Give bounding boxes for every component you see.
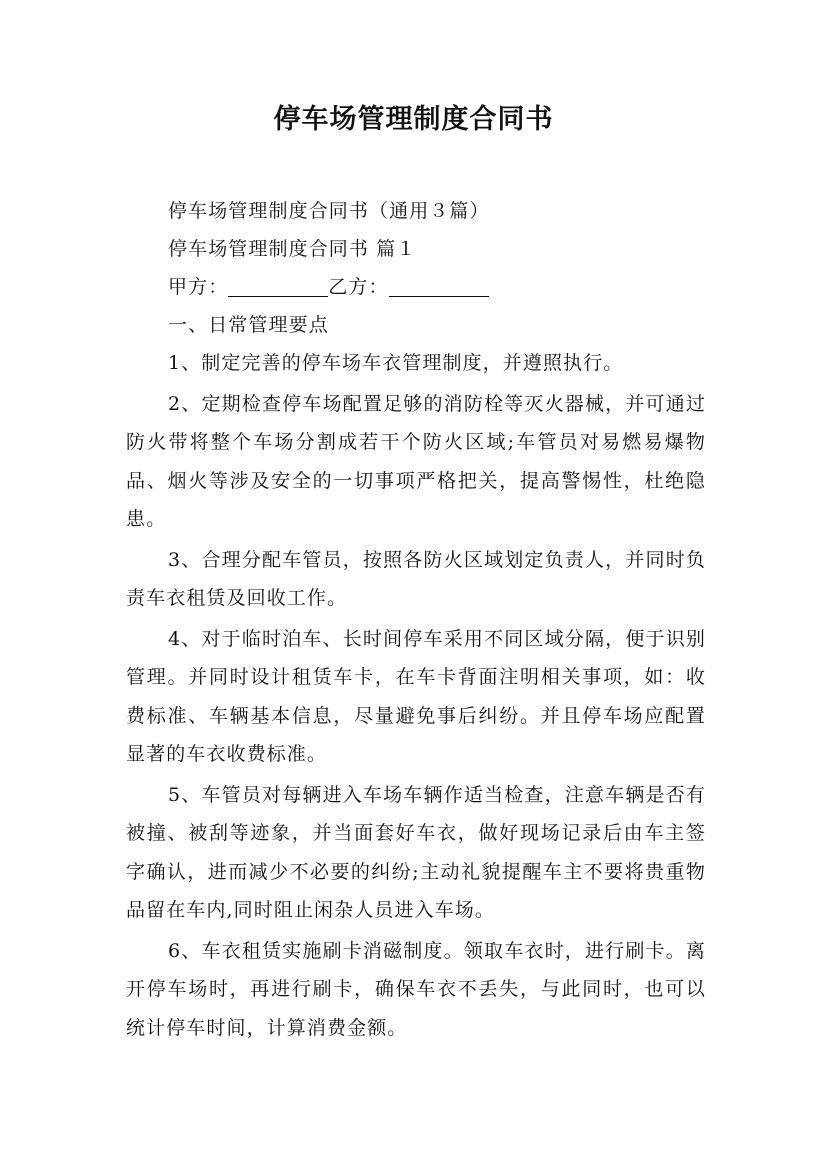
paragraph-3: 3、合理分配车管员，按照各防火区域划定负责人，并同时负责车衣租赁及回收工作。 — [126, 548, 706, 609]
paragraph-1: 1、制定完善的停车场车衣管理制度，并遵照执行。 — [168, 352, 624, 374]
paragraph-4: 4、对于临时泊车、长时间停车采用不同区域分隔，便于识别管理。并同时设计租赁车卡，在车卡背面注明相关事项，如：收费标准、车辆基本信息，尽量避免事后纠纷。并且停车场应配置显著的车衣收费标准。 — [126, 627, 706, 765]
document-title: 停车场管理制度合同书 — [273, 104, 554, 135]
party-b-blank — [389, 276, 489, 297]
paragraph-6: 6、车衣租赁实施刷卡消磁制度。领取车衣时，进行刷卡。离开停车场时，再进行刷卡，确保车衣不丢失，与此同时，也可以统计停车时间，计算消费金额。 — [126, 939, 706, 1039]
party-a-blank — [228, 276, 328, 297]
party-b-label: 乙方： — [328, 276, 389, 298]
paragraph-5: 5、车管员对每辆进入车场车辆作适当检查，注意车辆是否有被撞、被刮等迹象，并当面套好车衣，做好现场记录后由车主签字确认，进而减少不必要的纠纷;主动礼貌提醒车主不要将贵重物品留在车内,同时阻止闲杂人员进入车场。 — [126, 783, 706, 921]
subtitle-line: 停车场管理制度合同书（通用３篇） — [168, 200, 490, 222]
party-a-label: 甲方： — [168, 276, 229, 298]
document-body — [126, 192, 706, 1049]
paragraph-2: 2、定期检查停车场配置足够的消防栓等灭火器械，并可通过防火带将整个车场分割成若干个防火区域;车管员对易燃易爆物品、烟火等涉及安全的一切事项严格把关，提高警惕性，杜绝隐患。 — [126, 392, 706, 530]
chapter-heading: 停车场管理制度合同书 篇１ — [168, 238, 417, 260]
section-heading: 一、日常管理要点 — [168, 314, 329, 336]
parties-line — [126, 268, 706, 306]
